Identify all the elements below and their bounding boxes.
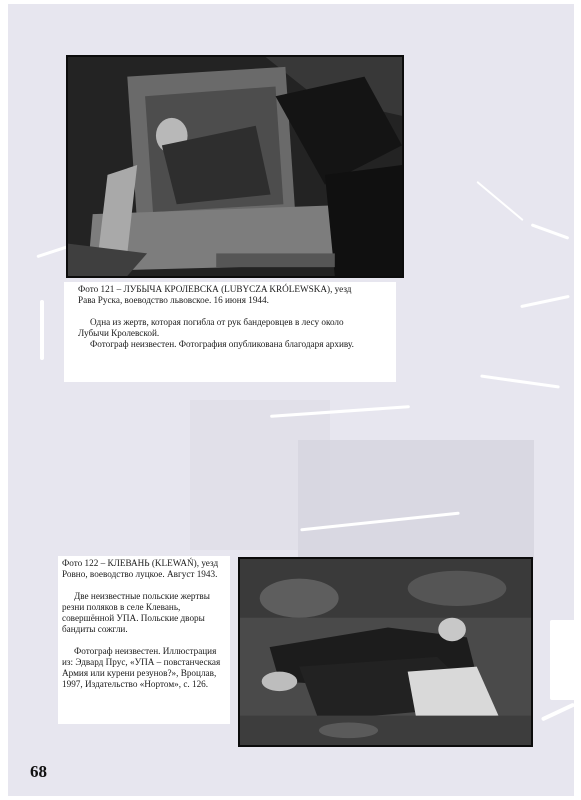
caption-122-description-line: резни поляков в селе Клевань, [62, 602, 181, 612]
caption-122-description: Две неизвестные польские жертвы [74, 591, 210, 601]
caption-121-description-cont: Лубычи Кролевской. [78, 328, 160, 338]
scratch-mark [40, 300, 44, 360]
caption-121-location: Рава Руска, воеводство львовское. 16 июня 1944. [78, 295, 269, 305]
print-bleed-shadow [298, 440, 534, 560]
caption-122-description-line: совершённой УПА. Польские дворы [62, 613, 205, 623]
caption-122-credit: Фотограф неизвестен. Иллюстрация [74, 646, 217, 656]
caption-122-credit-line: 1997, Издательство «Нортом», с. 126. [62, 679, 209, 689]
caption-121 [64, 282, 396, 382]
caption-122-title: Фото 122 – КЛЕВАНЬ (KLEWAŃ), уезд [62, 558, 219, 568]
caption-122 [58, 556, 230, 724]
caption-122-credit-line: Армия или курени резунов?», Вроцлав, [62, 668, 217, 678]
caption-121-credit: Фотограф неизвестен. Фотография опубликована благодаря архиву. [90, 339, 354, 349]
photo-121-image [66, 55, 404, 278]
scratch-mark [550, 620, 576, 700]
caption-122-description-line: бандиты сожгли. [62, 624, 128, 634]
caption-121-description: Одна из жертв, которая погибла от рук бандеровцев в лесу около [90, 317, 344, 327]
page-number: 68 [30, 762, 47, 781]
photo-122-image [238, 557, 533, 747]
caption-122-location: Ровно, воеводство луцкое. Август 1943. [62, 569, 218, 579]
caption-122-credit-line: из: Эдвард Прус, «УПА – повстанческая [62, 657, 221, 667]
caption-121-title: Фото 121 – ЛУБЫЧА КРОЛЕВСКА (LUBYCZA KRÓLEWSKA), уезд [78, 284, 352, 294]
